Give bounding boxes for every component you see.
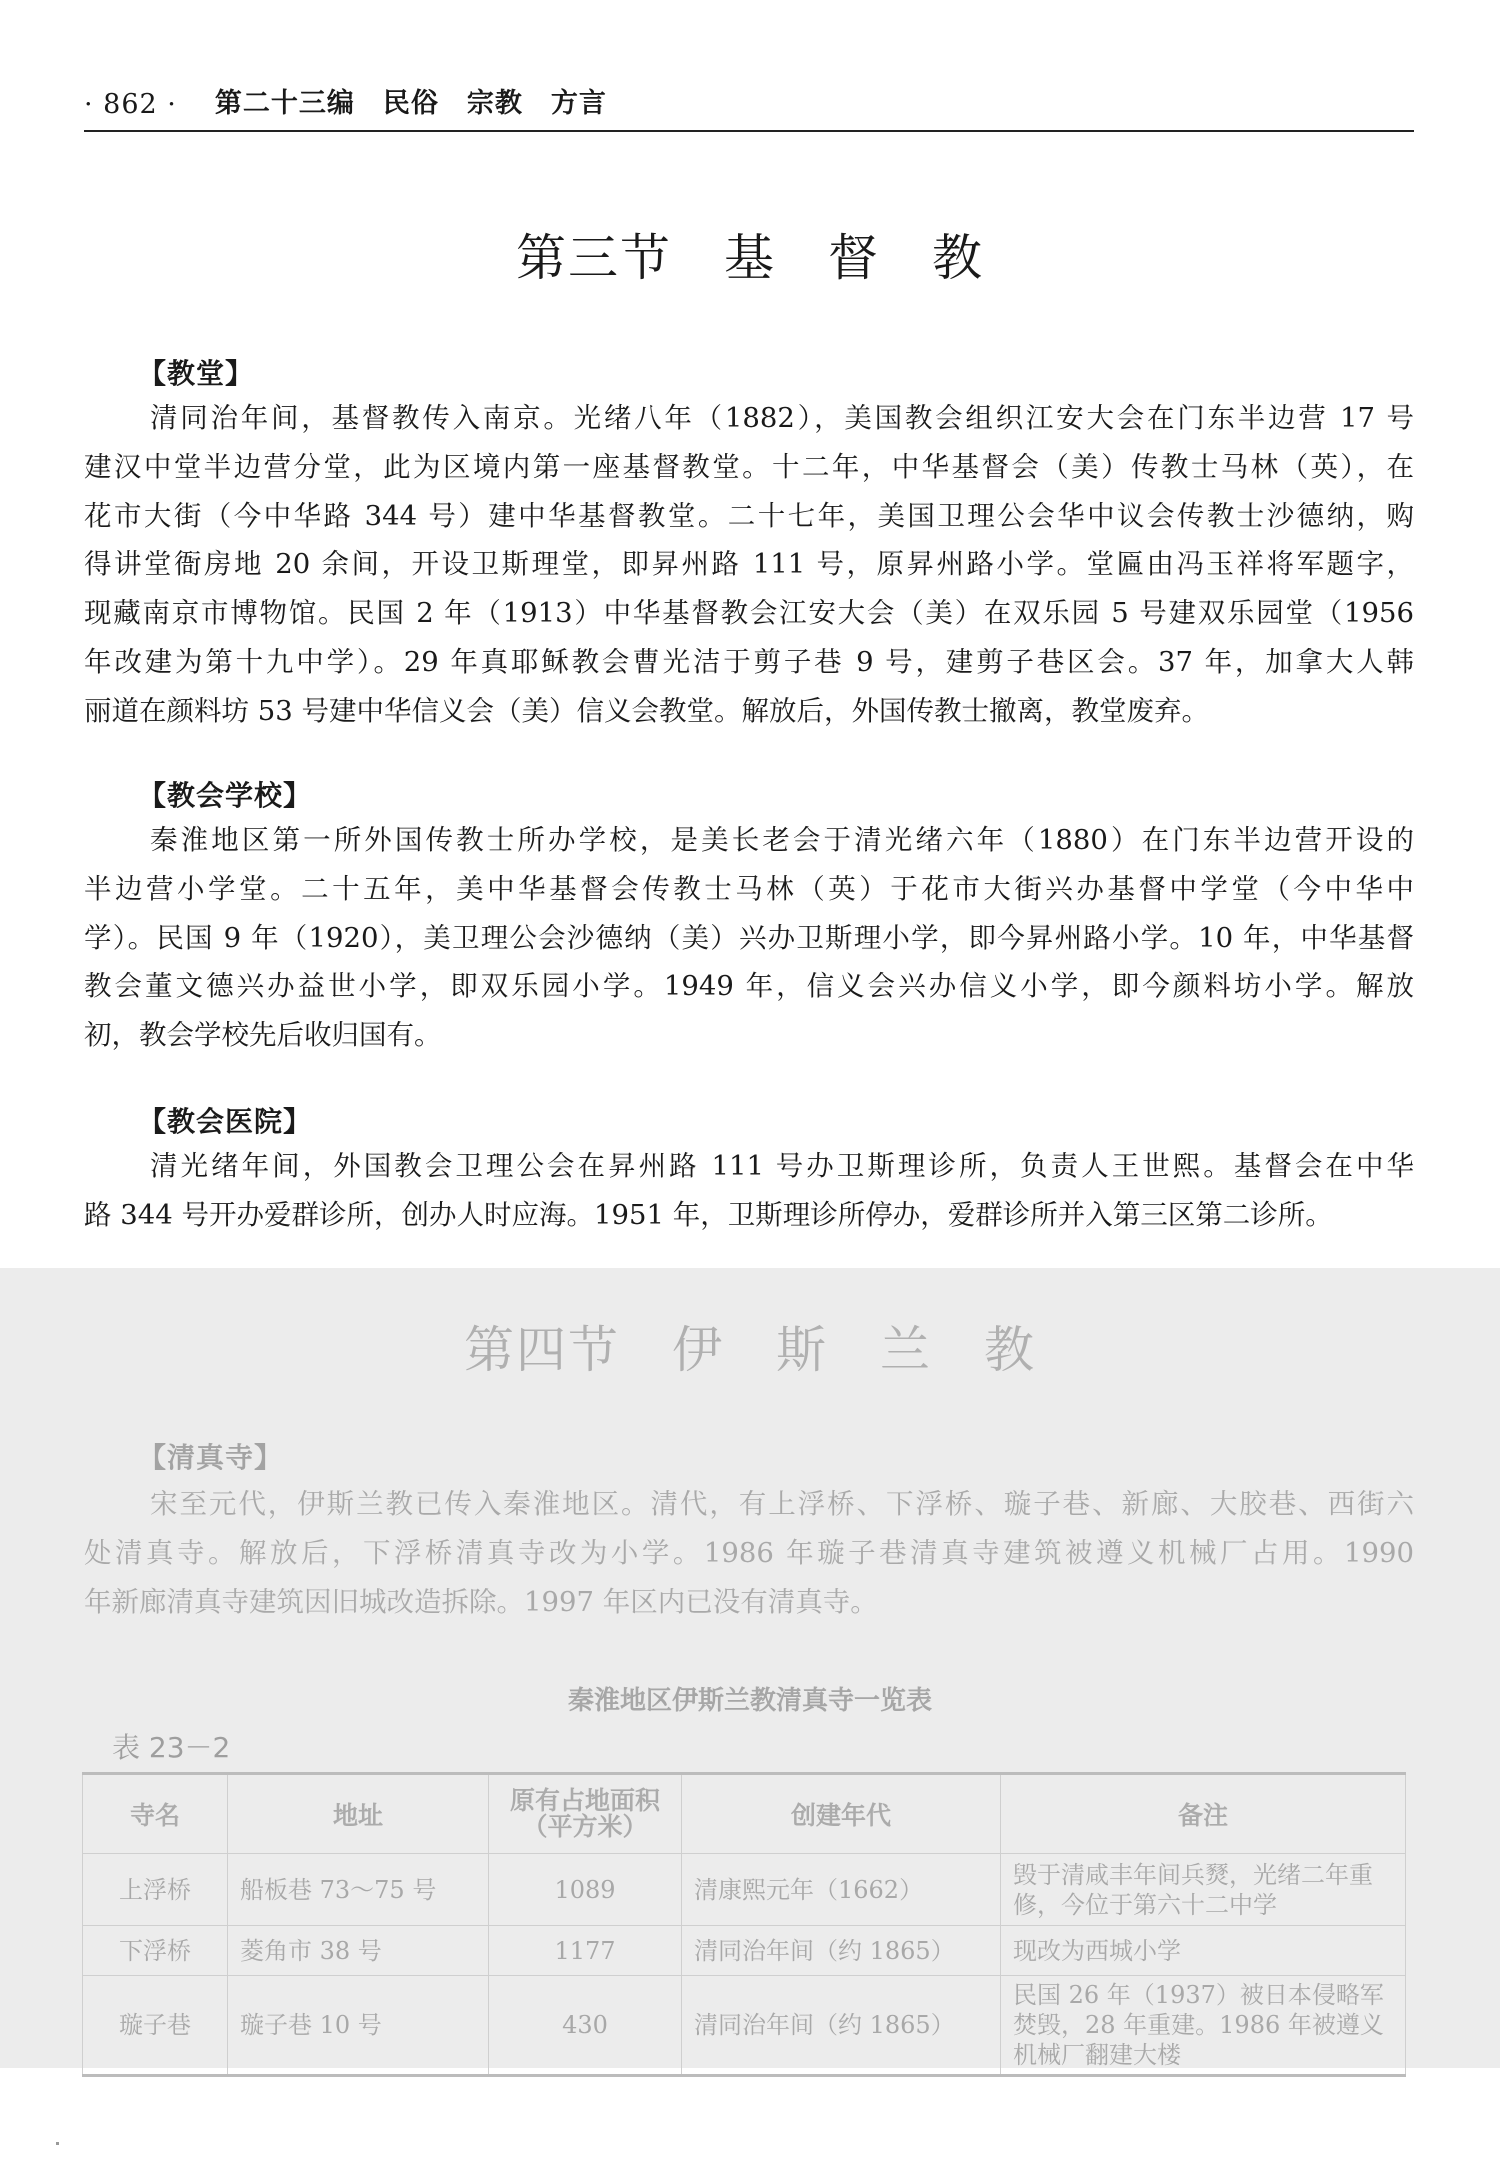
text-line: 半边营小学堂。二十五年，美中华基督会传教士马林（英）于花市大街兴办基督中学堂（今中华中 [84, 872, 1414, 905]
table-row [83, 1854, 1406, 1926]
paragraph-church-hospitals [84, 1142, 1414, 1240]
text-line: 秦淮地区第一所外国传教士所办学校，是美长老会于清光绪六年（1880）在门东半边营开设的 [150, 824, 1414, 856]
subheading-church-hospitals: 【教会医院】 [138, 1105, 313, 1138]
text-line: 丽道在颜料坊 53 号建中华信义会（美）信义会教堂。解放后，外国传教士撤离，教堂废弃。 [84, 694, 1209, 727]
table-header-row [83, 1774, 1406, 1854]
text-line: 教会董文德兴办益世小学，即双乐园小学。1949 年，信义会兴办信义小学，即今颜料坊小学。解放 [84, 970, 1414, 1003]
table-caption: 秦淮地区伊斯兰教清真寺一览表 [567, 1686, 932, 1716]
text-line: 清同治年间，基督教传入南京。光绪八年（1882），美国教会组织江安大会在门东半边营 17 号 [150, 402, 1414, 434]
cell-note: 民国 26 年（1937）被日本侵略军焚毁，28 年重建。1986 年被遵义机械厂翻建大楼 [1001, 1976, 1406, 2076]
cell-year: 清同治年间（约 1865） [682, 1926, 1001, 1976]
table-row [83, 1926, 1406, 1976]
cell-area: 1177 [489, 1926, 682, 1976]
cell-address: 璇子巷 10 号 [228, 1976, 489, 2076]
section-title-islam: 第四节 伊 斯 兰 教 [464, 1321, 1036, 1379]
header-title: 第二十三编 民俗 宗教 方言 [214, 88, 607, 119]
cell-note: 毁于清咸丰年间兵燹，光绪二年重修，今位于第六十二中学 [1001, 1854, 1406, 1926]
header-year-built: 创建年代 [682, 1774, 1001, 1854]
text-line: 年新廊清真寺建筑因旧城改造拆除。1997 年区内已没有清真寺。 [84, 1585, 878, 1618]
paragraph-mosques [84, 1480, 1414, 1626]
cell-area: 1089 [489, 1854, 682, 1926]
scan-speck [56, 2142, 59, 2145]
paragraph-churches [84, 394, 1414, 736]
text-line: 处清真寺。解放后，下浮桥清真寺改为小学。1986 年璇子巷清真寺建筑被遵义机械厂占用。1990 [84, 1536, 1414, 1569]
cell-name: 下浮桥 [83, 1926, 228, 1976]
header-notes: 备注 [1001, 1774, 1406, 1854]
mosque-table [82, 1772, 1406, 2077]
cell-name: 璇子巷 [83, 1976, 228, 2076]
text-line: 宋至元代，伊斯兰教已传入秦淮地区。清代，有上浮桥、下浮桥、璇子巷、新廊、大胶巷、西街六 [150, 1488, 1414, 1520]
text-line: 得讲堂衙房地 20 余间，开设卫斯理堂，即昇州路 111 号，原昇州路小学。堂匾由冯玉祥将军题字， [84, 548, 1414, 581]
subheading-churches: 【教堂】 [138, 357, 255, 390]
text-line: 现藏南京市博物馆。民国 2 年（1913）中华基督教会江安大会（美）在双乐园 5 号建双乐园堂（1956 [84, 597, 1414, 630]
cell-address: 船板巷 73～75 号 [228, 1854, 489, 1926]
subheading-mosques: 【清真寺】 [138, 1441, 284, 1474]
table-number: 表 23－2 [112, 1731, 231, 1764]
text-line: 建汉中堂半边营分堂，此为区境内第一座基督教堂。十二年，中华基督会（美）传教士马林（英），在 [84, 450, 1414, 483]
cell-year: 清同治年间（约 1865） [682, 1976, 1001, 2076]
text-line: 花市大街（今中华路 344 号）建中华基督教堂。二十七年，美国卫理公会华中议会传教士沙德纳，购 [84, 499, 1414, 532]
cell-address: 菱角市 38 号 [228, 1926, 489, 1976]
text-line: 年改建为第十九中学）。29 年真耶稣教会曹光洁于剪子巷 9 号，建剪子巷区会。37 年，加拿大人韩 [84, 645, 1414, 678]
section-title-christianity: 第三节 基 督 教 [516, 229, 984, 287]
cell-name: 上浮桥 [83, 1854, 228, 1926]
text-line: 学）。民国 9 年（1920），美卫理公会沙德纳（美）兴办卫斯理小学，即今昇州路小学。10 年，中华基督 [84, 921, 1414, 954]
paragraph-church-schools [84, 816, 1414, 1060]
header-address: 地址 [228, 1774, 489, 1854]
header-area: 原有占地面积（平方米） [489, 1774, 682, 1854]
cell-year: 清康熙元年（1662） [682, 1854, 1001, 1926]
table-row [83, 1976, 1406, 2076]
page-number: · 862 · [84, 89, 177, 120]
subheading-church-schools: 【教会学校】 [138, 779, 313, 812]
text-line: 初，教会学校先后收归国有。 [84, 1019, 442, 1052]
text-line: 路 344 号开办爱群诊所，创办人时应海。1951 年，卫斯理诊所停办，爱群诊所并入第三区第二诊所。 [84, 1198, 1333, 1231]
cell-note: 现改为西城小学 [1001, 1926, 1406, 1976]
header-mosque-name: 寺名 [83, 1774, 228, 1854]
running-header [84, 78, 1414, 132]
cell-area: 430 [489, 1976, 682, 2076]
text-line: 清光绪年间，外国教会卫理公会在昇州路 111 号办卫斯理诊所，负责人王世熙。基督会在中华 [150, 1150, 1414, 1182]
